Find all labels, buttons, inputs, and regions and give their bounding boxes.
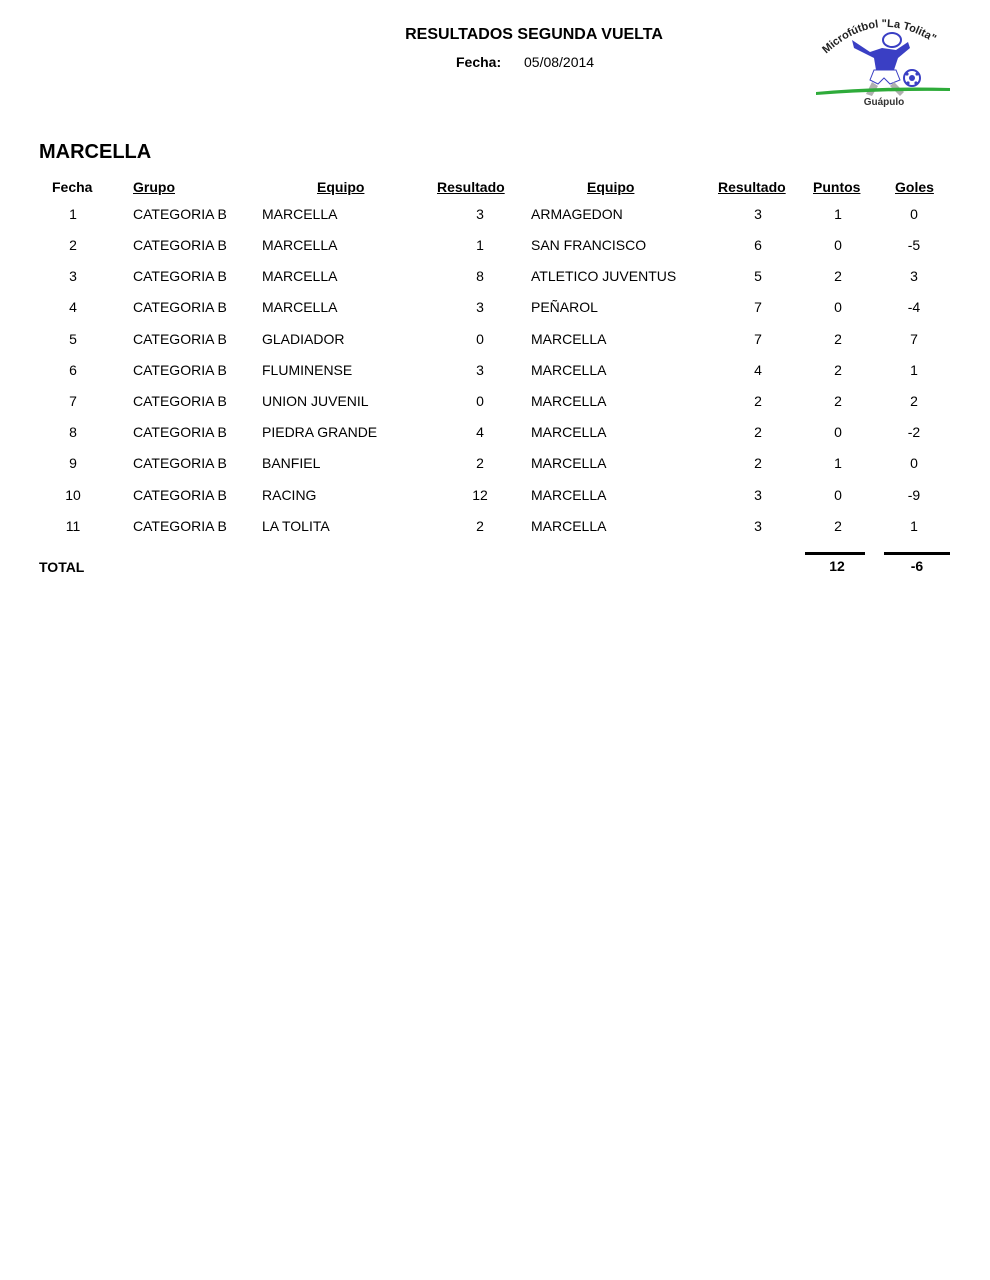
cell-puntos: 0 (834, 237, 842, 253)
cell-equipo-visitante: MARCELLA (531, 487, 607, 503)
cell-goles: 1 (910, 518, 918, 534)
cell-equipo-visitante: SAN FRANCISCO (531, 237, 647, 253)
cell-resultado-visitante: 2 (754, 455, 762, 471)
cell-resultado-visitante: 5 (754, 268, 762, 284)
total-puntos: 12 (829, 558, 845, 574)
cell-grupo: CATEGORIA B (133, 331, 227, 347)
cell-grupo: CATEGORIA B (133, 299, 227, 315)
cell-resultado-local: 0 (476, 393, 484, 409)
header-goles: Goles (895, 179, 934, 195)
cell-equipo-local: MARCELLA (262, 299, 338, 315)
cell-puntos: 0 (834, 299, 842, 315)
cell-puntos: 2 (834, 268, 842, 284)
cell-equipo-visitante: ARMAGEDON (531, 206, 623, 222)
cell-goles: -4 (907, 299, 921, 315)
team-name: MARCELLA (39, 141, 152, 163)
cell-goles: 7 (910, 331, 918, 347)
total-label: TOTAL (39, 559, 85, 575)
cell-equipo-visitante: MARCELLA (531, 518, 607, 534)
cell-grupo: CATEGORIA B (133, 455, 227, 471)
cell-resultado-local: 2 (476, 518, 484, 534)
cell-goles: 0 (910, 455, 918, 471)
cell-resultado-visitante: 3 (754, 206, 762, 222)
cell-resultado-local: 3 (476, 299, 484, 315)
cell-goles: 2 (910, 393, 918, 409)
cell-equipo-local: LA TOLITA (262, 518, 330, 534)
cell-equipo-local: GLADIADOR (262, 331, 345, 347)
cell-fecha: 8 (69, 424, 77, 440)
cell-equipo-local: FLUMINENSE (262, 362, 353, 378)
total-goles-rule (884, 552, 950, 555)
cell-grupo: CATEGORIA B (133, 424, 227, 440)
cell-fecha: 6 (69, 362, 77, 378)
cell-resultado-visitante: 2 (754, 393, 762, 409)
cell-goles: 0 (910, 206, 918, 222)
cell-fecha: 4 (69, 299, 77, 315)
header-puntos: Puntos (813, 179, 861, 195)
cell-fecha: 10 (65, 487, 81, 503)
cell-resultado-local: 8 (476, 268, 484, 284)
cell-fecha: 9 (69, 455, 77, 471)
cell-grupo: CATEGORIA B (133, 237, 227, 253)
cell-resultado-local: 3 (476, 362, 484, 378)
cell-resultado-visitante: 4 (754, 362, 762, 378)
cell-fecha: 3 (69, 268, 77, 284)
cell-resultado-local: 0 (476, 331, 484, 347)
cell-equipo-local: PIEDRA GRANDE (262, 424, 378, 440)
cell-puntos: 1 (834, 455, 842, 471)
cell-fecha: 7 (69, 393, 77, 409)
cell-goles: -9 (907, 487, 921, 503)
cell-resultado-local: 2 (476, 455, 484, 471)
cell-puntos: 2 (834, 393, 842, 409)
cell-equipo-local: MARCELLA (262, 268, 338, 284)
header-equipo-visitante: Equipo (587, 179, 635, 195)
cell-fecha: 1 (69, 206, 77, 222)
cell-puntos: 1 (834, 206, 842, 222)
cell-puntos: 0 (834, 487, 842, 503)
cell-puntos: 0 (834, 424, 842, 440)
cell-grupo: CATEGORIA B (133, 518, 227, 534)
cell-puntos: 2 (834, 362, 842, 378)
league-logo (812, 12, 954, 108)
cell-grupo: CATEGORIA B (133, 487, 227, 503)
cell-resultado-local: 12 (472, 487, 488, 503)
header-fecha: Fecha (52, 179, 93, 195)
cell-resultado-visitante: 3 (754, 518, 762, 534)
cell-equipo-visitante: MARCELLA (531, 455, 607, 471)
cell-goles: 1 (910, 362, 918, 378)
cell-grupo: CATEGORIA B (133, 268, 227, 284)
cell-equipo-local: MARCELLA (262, 237, 338, 253)
cell-resultado-local: 3 (476, 206, 484, 222)
cell-resultado-visitante: 6 (754, 237, 762, 253)
cell-fecha: 2 (69, 237, 77, 253)
logo-top-text: Microfútbol "La Tolita" (820, 17, 939, 57)
cell-resultado-local: 4 (476, 424, 484, 440)
cell-grupo: CATEGORIA B (133, 206, 227, 222)
header-grupo: Grupo (133, 179, 175, 195)
cell-grupo: CATEGORIA B (133, 393, 227, 409)
cell-equipo-local: BANFIEL (262, 455, 321, 471)
cell-resultado-visitante: 2 (754, 424, 762, 440)
total-puntos-rule (805, 552, 865, 555)
cell-equipo-visitante: MARCELLA (531, 424, 607, 440)
total-goles: -6 (910, 558, 924, 574)
cell-goles: -2 (907, 424, 921, 440)
cell-equipo-local: RACING (262, 487, 317, 503)
header-resultado-visitante: Resultado (718, 179, 786, 195)
cell-equipo-visitante: PEÑAROL (531, 299, 598, 315)
date-value: 05/08/2014 (524, 54, 595, 70)
cell-goles: -5 (907, 237, 921, 253)
cell-puntos: 2 (834, 518, 842, 534)
cell-equipo-local: UNION JUVENIL (262, 393, 369, 409)
cell-resultado-local: 1 (476, 237, 484, 253)
cell-equipo-visitante: ATLETICO JUVENTUS (531, 268, 677, 284)
cell-grupo: CATEGORIA B (133, 362, 227, 378)
cell-equipo-visitante: MARCELLA (531, 393, 607, 409)
cell-equipo-visitante: MARCELLA (531, 362, 607, 378)
header-equipo-local: Equipo (317, 179, 365, 195)
date-label: Fecha: (456, 54, 502, 70)
logo-bottom-text: Guápulo (863, 97, 905, 108)
cell-puntos: 2 (834, 331, 842, 347)
cell-resultado-visitante: 7 (754, 331, 762, 347)
cell-fecha: 5 (69, 331, 77, 347)
cell-goles: 3 (910, 268, 918, 284)
cell-fecha: 11 (65, 518, 81, 534)
cell-equipo-visitante: MARCELLA (531, 331, 607, 347)
report-title: RESULTADOS SEGUNDA VUELTA (405, 26, 663, 43)
cell-equipo-local: MARCELLA (262, 206, 338, 222)
header-resultado-local: Resultado (437, 179, 505, 195)
cell-resultado-visitante: 3 (754, 487, 762, 503)
cell-resultado-visitante: 7 (754, 299, 762, 315)
